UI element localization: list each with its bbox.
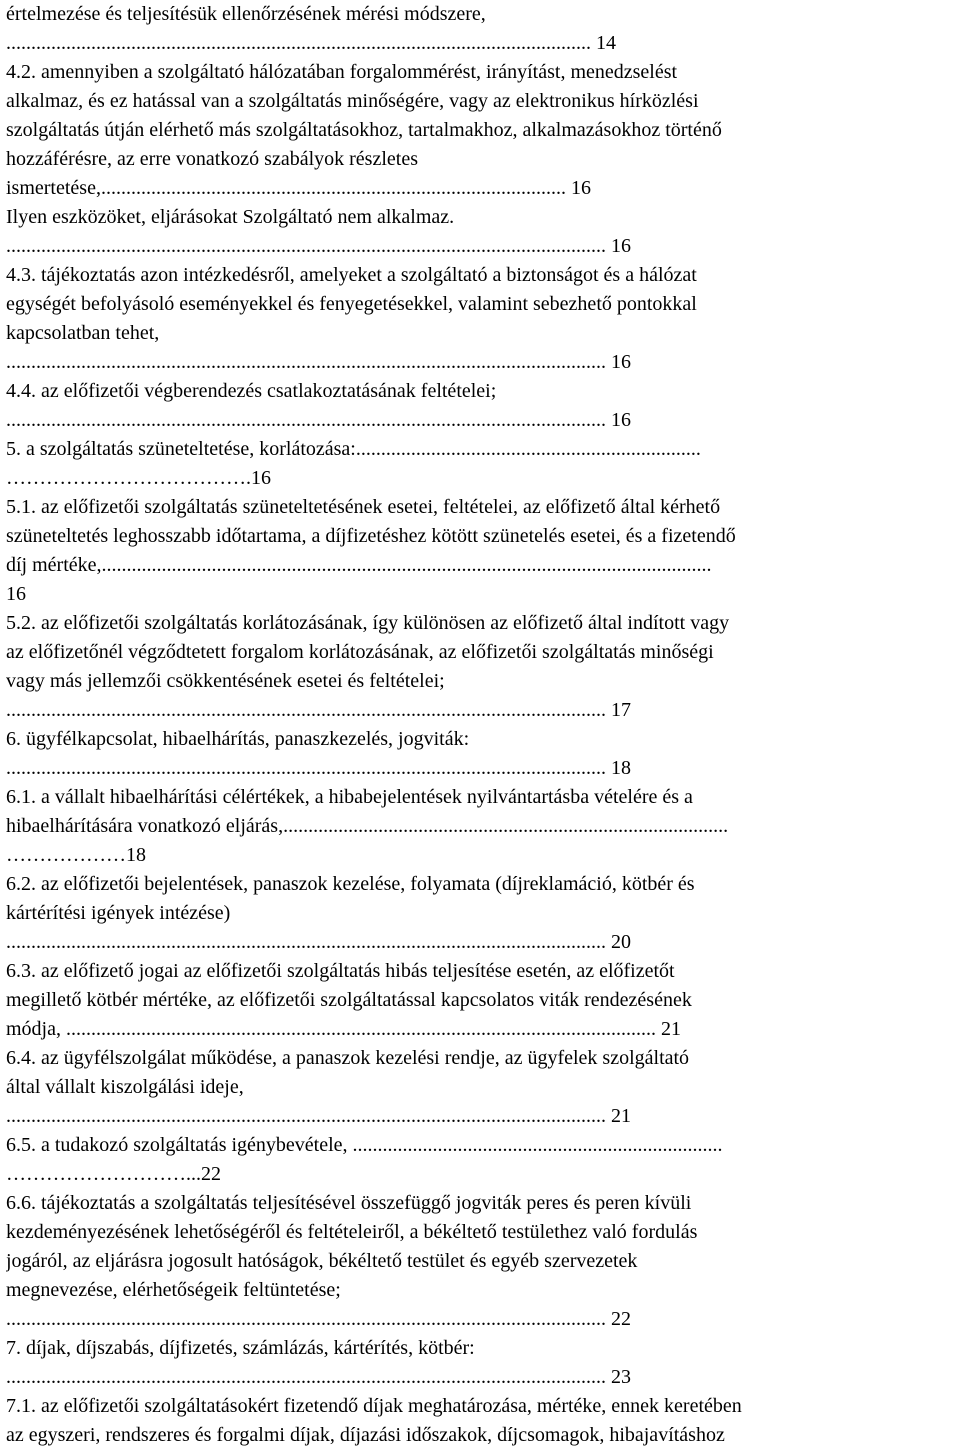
text-line: alkalmaz, és ez hatással van a szolgáltatás minőségére, vagy az elektronikus hírközlési (6, 90, 699, 112)
toc-leader-line: módja, ...................................................................................................................... 21 (6, 1018, 681, 1040)
toc-entry-4-4: 4.4. az előfizetői végberendezés csatlakoztatásának feltételei; (6, 380, 497, 402)
toc-leader-line: hibaelhárítására vonatkozó eljárás,......................................................................................... (6, 815, 729, 837)
text-line: Ilyen eszközöket, eljárásokat Szolgáltató nem alkalmaz. (6, 206, 455, 228)
toc-leader-line: ........................................................................................................................ 23 (6, 1366, 631, 1388)
toc-entry-7-1: 7.1. az előfizetői szolgáltatásokért fizetendő díjak meghatározása, mértéke, ennek keretében (6, 1395, 742, 1417)
text-line: által vállalt kiszolgálási ideje, (6, 1076, 244, 1098)
toc-leader-line: ………………18 (6, 844, 146, 866)
toc-leader-line: ........................................................................................................................ 16 (6, 235, 631, 257)
toc-entry-5: 5. a szolgáltatás szüneteltetése, korlátozása:..................................................................... (6, 438, 701, 460)
toc-leader-line: ........................................................................................................................ 22 (6, 1308, 631, 1330)
toc-leader-line: ismertetése,............................................................................................. 16 (6, 177, 591, 199)
toc-entry-5-2: 5.2. az előfizetői szolgáltatás korlátozásának, így különösen az előfizető által indított vagy (6, 612, 730, 634)
toc-leader-line: ........................................................................................................................ 18 (6, 757, 631, 779)
toc-entry-6-2: 6.2. az előfizetői bejelentések, panaszok kezelése, folyamata (díjreklamáció, kötbér és (6, 873, 695, 895)
toc-leader-line: ........................................................................................................................ 21 (6, 1105, 631, 1127)
text-line: értelmezése és teljesítésük ellenőrzésének mérési módszere, (6, 3, 486, 25)
toc-entry-6-1: 6.1. a vállalt hibaelhárítási célértékek, a hibabejelentések nyilvántartásba vételére és a (6, 786, 693, 808)
toc-entry-6-3: 6.3. az előfizető jogai az előfizetői szolgáltatás hibás teljesítése esetén, az előfizetőt (6, 960, 675, 982)
text-line: az előfizetőnél végződtetett forgalom korlátozásának, az előfizetői szolgáltatás minőségi (6, 641, 714, 663)
toc-entry-5-1: 5.1. az előfizetői szolgáltatás szüneteltetésének esetei, feltételei, az előfizető által kérhető (6, 496, 721, 518)
toc-leader-line: ........................................................................................................................ 17 (6, 699, 631, 721)
page-number-line: 16 (6, 583, 26, 605)
toc-entry-6: 6. ügyfélkapcsolat, hibaelhárítás, panaszkezelés, jogviták: (6, 728, 470, 750)
text-line: hozzáférésre, az erre vonatkozó szabályok részletes (6, 148, 418, 170)
text-line: kezdeményezésének lehetőségéről és feltételeiről, a békéltető testülethez való fordulás (6, 1221, 698, 1243)
toc-leader-line: díj mértéke,.......................................................................................................................... (6, 554, 712, 576)
text-line: kapcsolatban tehet, (6, 322, 160, 344)
toc-leader-line: ........................................................................................................................ 16 (6, 351, 631, 373)
toc-entry-4-2: 4.2. amennyiben a szolgáltató hálózatában forgalommérést, irányítást, menedzselést (6, 61, 678, 83)
text-line: szüneteltetés leghosszabb időtartama, a díjfizetéshez kötött szünetelés esetei, és a fizetendő (6, 525, 736, 547)
text-line: szolgáltatás útján elérhető más szolgáltatásokhoz, tartalmakhoz, alkalmazásokhoz történő (6, 119, 722, 141)
toc-entry-6-6: 6.6. tájékoztatás a szolgáltatás teljesítésével összefüggő jogviták peres és peren kívüli (6, 1192, 692, 1214)
text-line: jogáról, az eljárásra jogosult hatóságok, békéltető testület és egyéb szervezetek (6, 1250, 638, 1272)
text-line: egységét befolyásoló eseményekkel és fenyegetésekkel, valamint sebezhető pontokkal (6, 293, 697, 315)
toc-leader-line: ........................................................................................................................ 16 (6, 409, 631, 431)
toc-entry-4-3: 4.3. tájékoztatás azon intézkedésről, amelyeket a szolgáltató a biztonságot és a hálózat (6, 264, 697, 286)
toc-leader-line: ..................................................................................................................... 14 (6, 32, 616, 54)
text-line: megillető kötbér mértéke, az előfizetői szolgáltatással kapcsolatos viták rendezésének (6, 989, 692, 1011)
text-line: vagy más jellemzői csökkentésének esetei és feltételei; (6, 670, 445, 692)
text-line: az egyszeri, rendszeres és forgalmi díjak, díjazási időszakok, díjcsomagok, hibajavításhoz (6, 1424, 725, 1446)
toc-leader-line: ........................................................................................................................ 20 (6, 931, 631, 953)
toc-leader-line: ………………………...22 (6, 1163, 221, 1185)
text-line: megnevezése, elérhetőségeik feltüntetése; (6, 1279, 341, 1301)
text-line: kártérítési igények intézése) (6, 902, 231, 924)
toc-entry-6-4: 6.4. az ügyfélszolgálat működése, a panaszok kezelési rendje, az ügyfelek szolgáltató (6, 1047, 690, 1069)
toc-entry-7: 7. díjak, díjszabás, díjfizetés, számlázás, kártérítés, kötbér: (6, 1337, 475, 1359)
toc-leader-line: ……………………………….16 (6, 467, 271, 489)
toc-entry-6-5: 6.5. a tudakozó szolgáltatás igénybevétele, .......................................................................... (6, 1134, 723, 1156)
document-page (6, 0, 960, 1450)
